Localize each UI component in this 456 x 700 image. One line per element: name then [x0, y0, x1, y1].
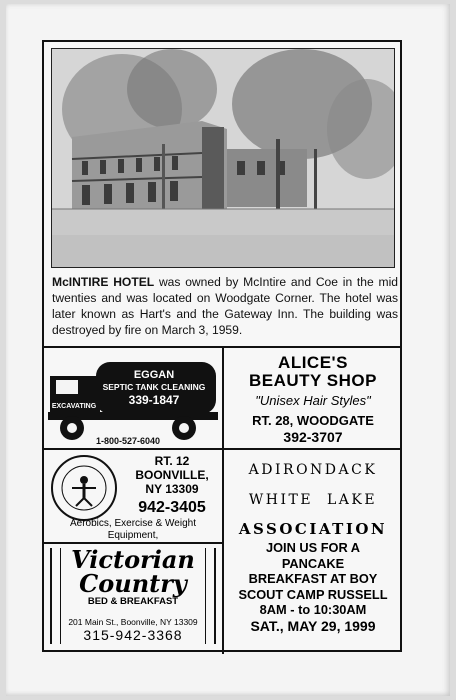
eggan-phone: 339-1847 — [128, 393, 180, 407]
adirondack-line-3: ASSOCIATION — [238, 520, 388, 538]
alice-phone: 392-3707 — [283, 429, 343, 445]
victorian-phone: 315-942-3368 — [83, 627, 183, 643]
eggan-ad — [44, 348, 222, 448]
adirondack-body-1: JOIN US FOR A — [265, 540, 361, 555]
page — [6, 4, 450, 696]
hotel-photo — [51, 48, 395, 268]
victorian-address: 201 Main St., Boonville, NY 13309 — [68, 617, 198, 627]
caption-title: McINTIRE HOTEL — [52, 275, 155, 289]
victorian-title-2: Country — [79, 569, 187, 598]
eggan-sub: EXCAVATING — [51, 403, 97, 410]
adirondack-body-3: BREAKFAST AT BOY — [248, 571, 378, 586]
septic-truck-icon — [44, 348, 222, 448]
eggan-service: SEPTIC TANK CLEANING — [102, 382, 206, 392]
fitness-center-logo-icon — [50, 454, 118, 522]
boonville-address-2: BOONVILLE, — [135, 468, 209, 482]
alice-tagline: "Unisex Hair Styles" — [255, 393, 371, 408]
boonville-address-1: RT. 12 — [154, 454, 190, 468]
alice-ad — [224, 354, 402, 448]
adirondack-line-1: ADIRONDACK — [248, 462, 378, 478]
victorian-subtitle: BED & BREAKFAST — [87, 596, 179, 607]
divider-right-1 — [222, 448, 402, 450]
adirondack-line-2: WHITE LAKE — [248, 492, 378, 508]
boonville-address-3: NY 13309 — [145, 482, 199, 496]
adirondack-ad — [224, 460, 402, 652]
alice-title-2: BEAUTY SHOP — [249, 371, 377, 390]
adirondack-body-4: SCOUT CAMP RUSSELL — [238, 586, 388, 602]
photo-caption — [52, 274, 398, 338]
left-ornament-icon — [50, 548, 61, 644]
victorian-ad — [44, 544, 222, 652]
boonville-desc-1: Aerobics, Exercise & Weight Equipment, — [70, 518, 196, 541]
adirondack-body-2: PANCAKE — [281, 555, 345, 571]
boonville-ad — [44, 450, 222, 542]
alice-address: RT. 28, WOODGATE — [252, 413, 374, 428]
ad-page-frame — [42, 40, 402, 652]
caption-text: was owned by McIntire and Coe in the mid twenties and was located on Woodgate Corner. The hotel was later known as Hart's and the Gateway Inn. The building was destroyed by fire on March 3, 1959. — [52, 275, 398, 337]
right-ornament-icon — [205, 548, 216, 644]
adirondack-date: SAT., MAY 29, 1999 — [250, 617, 376, 634]
eggan-tollfree: 1-800-527-6040 — [95, 436, 161, 446]
eggan-brand: EGGAN — [133, 369, 175, 381]
adirondack-body-5: 8AM - to 10:30AM — [259, 602, 367, 617]
alice-title-1: ALICE'S — [278, 354, 348, 372]
hotel-photo-image — [52, 49, 394, 267]
boonville-phone: 942-3405 — [138, 499, 206, 516]
victorian-title-1: Victorian — [71, 545, 195, 574]
